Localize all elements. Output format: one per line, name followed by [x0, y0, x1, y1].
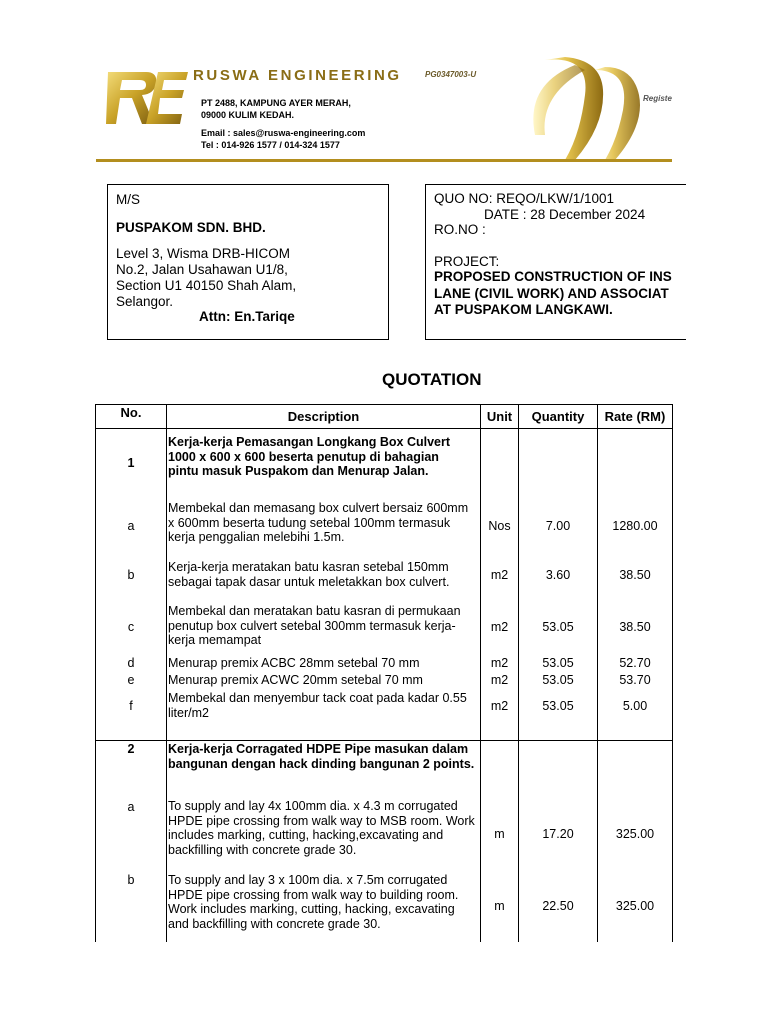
item-description: Membekal dan menyembur tack coat pada kadar 0.55 liter/m2 — [168, 691, 467, 720]
item-rate: 325.00 — [615, 899, 655, 913]
section-number: 2 — [127, 742, 135, 756]
item-rate: 53.70 — [619, 673, 651, 687]
document-title: QUOTATION — [382, 370, 482, 389]
quotation-date: DATE : 28 December 2024 — [484, 207, 646, 222]
item-unit: m2 — [490, 568, 509, 582]
quote-info-box — [425, 184, 686, 340]
item-unit: m2 — [490, 699, 509, 713]
registration-number: PG0347003-U — [425, 70, 477, 79]
header-bottom-border — [95, 428, 673, 429]
item-description: Kerja-kerja meratakan batu kasran setebal 150mm sebagai tapak dasar untuk meletakkan box culvert. — [168, 560, 450, 589]
header-quantity: Quantity — [531, 409, 585, 424]
item-quantity: 53.05 — [542, 656, 574, 670]
header-rate: Rate (RM) — [604, 409, 666, 424]
item-description: To supply and lay 4x 100mm dia. x 4.3 m corrugated HPDE pipe crossing from walk way to MSB room. Work includes marking, cutting, hacking,excavating and backfilling with concrete grade 30. — [168, 799, 475, 857]
item-quantity: 3.60 — [545, 568, 571, 582]
item-quantity: 17.20 — [542, 827, 574, 841]
item-no: d — [127, 656, 135, 670]
item-unit: m2 — [490, 620, 509, 634]
item-unit: m2 — [490, 656, 509, 670]
item-unit: m — [494, 899, 505, 913]
item-description: Menurap premix ACWC 20mm setebal 70 mm — [168, 673, 423, 687]
section-title: Kerja-kerja Pemasangan Longkang Box Culvert 1000 x 600 x 600 beserta penutup di bahagian pintu masuk Puspakom dan Menurap Jalan. — [168, 435, 451, 478]
item-description: To supply and lay 3 x 100m dia. x 7.5m corrugated HPDE pipe crossing from walk way to building room. Work includes marking, cutting, hacking, excavating and backfilling with concrete grade 30. — [168, 873, 459, 931]
project-line-1: PROPOSED CONSTRUCTION OF INS — [434, 269, 672, 284]
header-description: Description — [287, 409, 360, 424]
item-no: b — [127, 568, 135, 582]
email-line: Email : sales@ruswa-engineering.com — [201, 128, 366, 138]
item-rate: 5.00 — [622, 699, 648, 713]
project-label: PROJECT: — [434, 254, 500, 269]
company-name: RUSWA ENGINEERING — [193, 67, 402, 84]
tel-line: Tel : 014-926 1577 / 014-324 1577 — [201, 140, 340, 150]
item-rate: 325.00 — [615, 827, 655, 841]
table-top-border — [95, 404, 673, 405]
attention: Attn: En.Tariqe — [199, 309, 295, 324]
address-line-2: 09000 KULIM KEDAH. — [201, 110, 295, 120]
item-rate: 1280.00 — [612, 519, 658, 533]
header-no: No. — [120, 405, 142, 420]
address-line-1: PT 2488, KAMPUNG AYER MERAH, — [201, 98, 351, 108]
item-no: a — [127, 519, 135, 533]
recipient-box — [107, 184, 389, 340]
project-line-2: LANE (CIVIL WORK) AND ASSOCIAT — [434, 286, 669, 301]
item-rate: 52.70 — [619, 656, 651, 670]
item-quantity: 7.00 — [545, 519, 571, 533]
section-title: Kerja-kerja Corragated HDPE Pipe masukan dalam bangunan dengan hack dinding bangunan 2 points. — [168, 742, 475, 771]
item-no: e — [127, 673, 135, 687]
item-unit: m — [494, 827, 505, 841]
company-logo — [106, 68, 188, 128]
item-description: Membekal dan meratakan batu kasran di permukaan penutup box culvert setebal 300mm termasuk kerja-kerja memampat — [168, 604, 461, 647]
registered-label: Registe — [643, 94, 672, 103]
item-no: f — [129, 699, 133, 713]
item-quantity: 53.05 — [542, 699, 574, 713]
col-border — [166, 404, 167, 942]
col-border — [672, 404, 673, 942]
item-quantity: 22.50 — [542, 899, 574, 913]
ms-label: M/S — [116, 192, 141, 207]
ro-number: RO.NO : — [434, 222, 486, 237]
recipient-address-3: Section U1 40150 Shah Alam, — [116, 278, 297, 293]
item-description: Membekal dan memasang box culvert bersaiz 600mm x 600mm beserta tudung setebal 100mm termasuk kerja penggalian melebihi 1.5m. — [168, 501, 469, 544]
project-line-3: AT PUSPAKOM LANGKAWI. — [434, 302, 613, 317]
item-no: a — [127, 800, 135, 814]
item-no: c — [127, 620, 135, 634]
item-rate: 38.50 — [619, 568, 651, 582]
item-unit: Nos — [488, 519, 511, 533]
quotation-number: QUO NO: REQO/LKW/1/1001 — [434, 191, 615, 206]
gold-swoosh-graphic — [505, 55, 665, 165]
section-divider — [95, 740, 673, 741]
item-rate: 38.50 — [619, 620, 651, 634]
recipient-address-2: No.2, Jalan Usahawan U1/8, — [116, 262, 288, 277]
header-rule — [96, 159, 672, 162]
recipient-address-4: Selangor. — [116, 294, 174, 309]
recipient-name: PUSPAKOM SDN. BHD. — [116, 220, 266, 235]
header-unit: Unit — [486, 409, 513, 424]
item-no: b — [127, 873, 135, 887]
section-number: 1 — [127, 456, 135, 470]
item-quantity: 53.05 — [542, 620, 574, 634]
recipient-address-1: Level 3, Wisma DRB-HICOM — [116, 246, 291, 261]
item-description: Menurap premix ACBC 28mm setebal 70 mm — [168, 656, 420, 670]
item-quantity: 53.05 — [542, 673, 574, 687]
item-unit: m2 — [490, 673, 509, 687]
